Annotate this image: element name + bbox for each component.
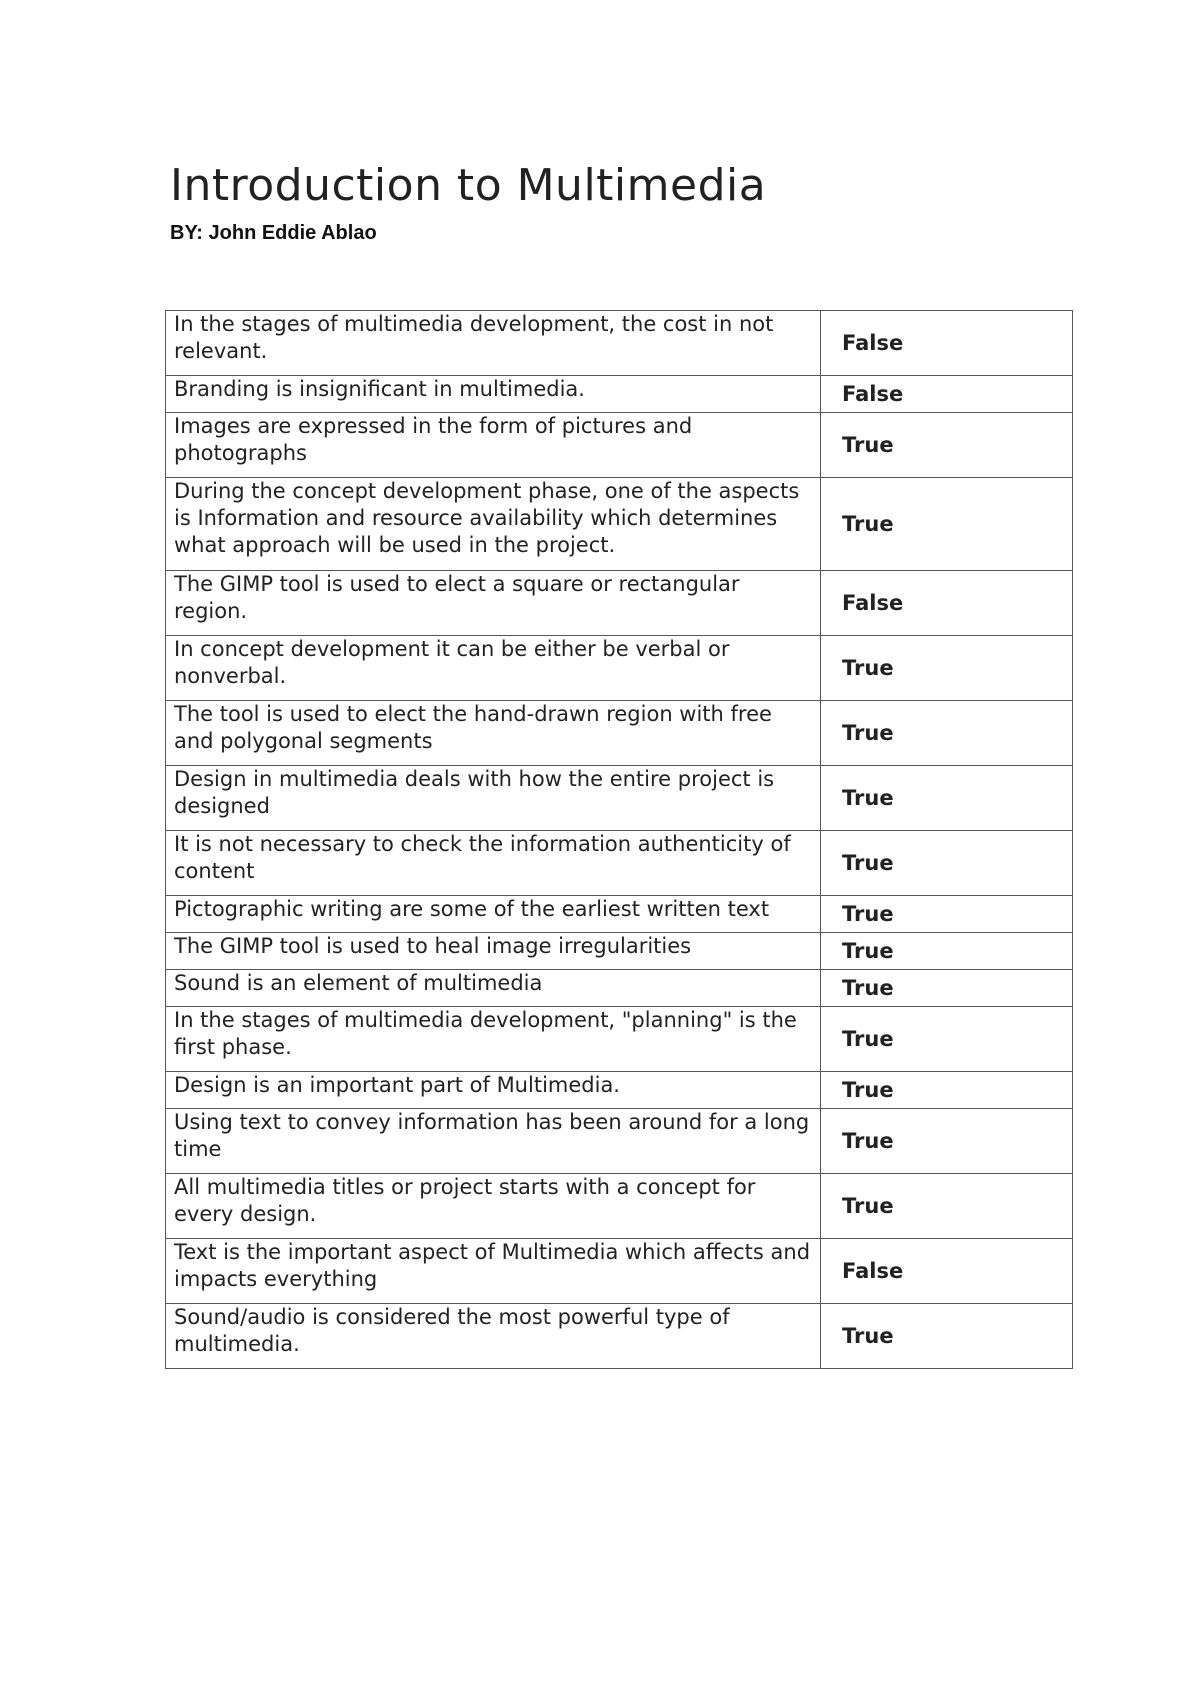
- question-cell: Using text to convey information has been around for a long time: [166, 1109, 821, 1174]
- table-row: [166, 1007, 1073, 1072]
- answer-cell: True: [821, 413, 1073, 478]
- answer-cell: True: [821, 1007, 1073, 1072]
- answer-cell: True: [821, 1072, 1073, 1109]
- question-cell: Sound is an element of multimedia: [166, 970, 821, 1007]
- question-cell: In the stages of multimedia development, the cost in not relevant.: [166, 311, 821, 376]
- question-cell: It is not necessary to check the information authenticity of content: [166, 831, 821, 896]
- answer-cell: False: [821, 311, 1073, 376]
- table-row: [166, 571, 1073, 636]
- table-row: [166, 636, 1073, 701]
- answer-cell: True: [821, 1174, 1073, 1239]
- question-cell: During the concept development phase, one of the aspects is Information and resource availability which determines what approach will be used in the project.: [166, 478, 821, 571]
- answer-cell: True: [821, 701, 1073, 766]
- table-row: [166, 970, 1073, 1007]
- question-cell: The GIMP tool is used to elect a square or rectangular region.: [166, 571, 821, 636]
- question-cell: Text is the important aspect of Multimedia which affects and impacts everything: [166, 1239, 821, 1304]
- question-cell: The tool is used to elect the hand-drawn region with free and polygonal segments: [166, 701, 821, 766]
- answer-cell: True: [821, 636, 1073, 701]
- answer-cell: True: [821, 1304, 1073, 1369]
- table-row: [166, 766, 1073, 831]
- question-cell: Design in multimedia deals with how the entire project is designed: [166, 766, 821, 831]
- author-line: BY: John Eddie Ablao: [170, 222, 377, 244]
- answer-cell: True: [821, 933, 1073, 970]
- table-row: [166, 933, 1073, 970]
- true-false-table: [165, 310, 1073, 1369]
- table-row: [166, 1109, 1073, 1174]
- question-cell: Branding is insignificant in multimedia.: [166, 376, 821, 413]
- page-title: Introduction to Multimedia: [170, 160, 767, 211]
- question-cell: Images are expressed in the form of pictures and photographs: [166, 413, 821, 478]
- question-cell: The GIMP tool is used to heal image irregularities: [166, 933, 821, 970]
- answer-cell: True: [821, 478, 1073, 571]
- answer-cell: False: [821, 1239, 1073, 1304]
- answer-cell: False: [821, 376, 1073, 413]
- table-row: [166, 1174, 1073, 1239]
- table-row: [166, 1239, 1073, 1304]
- table-row: [166, 478, 1073, 571]
- answer-cell: False: [821, 571, 1073, 636]
- table-row: [166, 1304, 1073, 1369]
- question-cell: All multimedia titles or project starts with a concept for every design.: [166, 1174, 821, 1239]
- table-row: [166, 831, 1073, 896]
- answer-cell: True: [821, 970, 1073, 1007]
- table-row: [166, 896, 1073, 933]
- table-body: [166, 311, 1073, 1369]
- table-row: [166, 701, 1073, 766]
- answer-cell: True: [821, 766, 1073, 831]
- table-row: [166, 413, 1073, 478]
- answer-cell: True: [821, 896, 1073, 933]
- question-cell: In the stages of multimedia development, "planning" is the first phase.: [166, 1007, 821, 1072]
- table-row: [166, 311, 1073, 376]
- question-cell: Pictographic writing are some of the earliest written text: [166, 896, 821, 933]
- question-cell: Design is an important part of Multimedia.: [166, 1072, 821, 1109]
- answer-cell: True: [821, 831, 1073, 896]
- question-cell: In concept development it can be either be verbal or nonverbal.: [166, 636, 821, 701]
- table-row: [166, 376, 1073, 413]
- question-cell: Sound/audio is considered the most powerful type of multimedia.: [166, 1304, 821, 1369]
- answer-cell: True: [821, 1109, 1073, 1174]
- table-row: [166, 1072, 1073, 1109]
